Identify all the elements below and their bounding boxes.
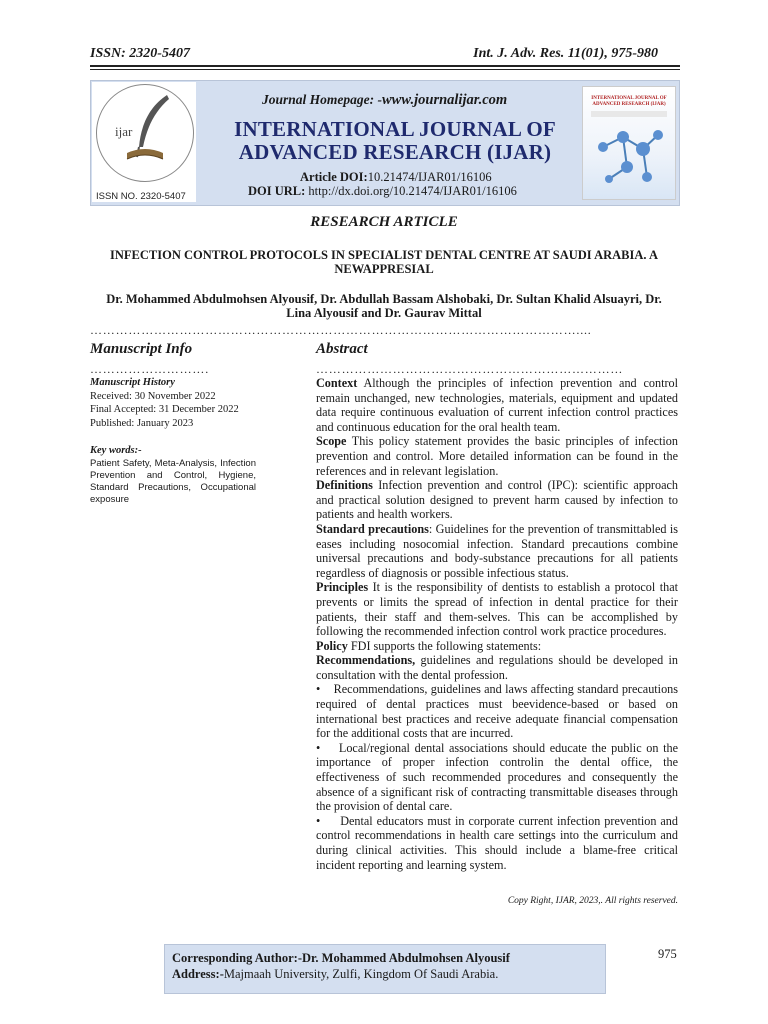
svg-text:INTERNATIONAL JOURNAL OF: INTERNATIONAL JOURNAL OF (591, 96, 667, 101)
homepage-link[interactable]: www.journalijar.com (382, 92, 508, 108)
journal-homepage (262, 92, 507, 109)
corresponding-name: Dr. Mohammed Abdulmohsen Alyousif (302, 951, 510, 965)
journal-logo-issn: ISSN NO. 2320-5407 (96, 191, 186, 202)
context-label: Context (316, 376, 358, 390)
abstract-policy (316, 639, 678, 654)
abstract-recommendations (316, 653, 678, 682)
article-doi (300, 170, 492, 185)
abstract-definitions (316, 478, 678, 522)
published-date: Published: January 2023 (90, 417, 194, 429)
manuscript-history-heading: Manuscript History (90, 377, 175, 388)
abstract-scope (316, 434, 678, 478)
doi-label: Article DOI: (300, 170, 368, 184)
context-text: Although the principles of infection prevention and control remain unchanged, new technologies, materials, equipment and updated data require continuous evaluation of current infection control practices and continuous education for the oral health team. (316, 376, 678, 434)
abstract-bullet-2: • Local/regional dental associations should educate the public on the importance of proper infection controlin the dental office, the effectiveness of such recommended procedures and consequently the absence of a significant risk of contracting transmittable diseases through the provision of dental care. (316, 740, 678, 814)
received-date: Received: 30 November 2022 (90, 390, 216, 402)
journal-title (210, 118, 580, 164)
doi-value: 10.21474/IJAR01/16106 (367, 170, 492, 184)
page-number: 975 (658, 947, 677, 961)
corresponding-label: Corresponding Author:- (172, 951, 302, 965)
definitions-label: Definitions (316, 478, 373, 493)
author-list: Dr. Mohammed Abdulmohsen Alyousif, Dr. Abdullah Bassam Alshobaki, Dr. Sultan Khalid Alsuayri, Dr. Lina Alyousif and Dr. Gaurav Mittal (106, 292, 662, 320)
corresponding-address (172, 967, 498, 982)
policy-label: Policy (316, 638, 348, 653)
abstract-principles (316, 580, 678, 638)
abstract-bullet-3: • Dental educators must in corporate current infection prevention and control recommendations in health care settings into the curriculum and during clinical activities. This should include a blame-free critical incident reporting and learning system. (316, 813, 678, 872)
journal-title-line2: ADVANCED RESEARCH (IJAR) (238, 140, 552, 164)
recommendations-label: Recommendations, (316, 653, 416, 668)
accepted-date: Final Accepted: 31 December 2022 (90, 404, 239, 415)
policy-text: FDI supports the following statements: (347, 638, 542, 653)
abstract-heading: Abstract (316, 341, 368, 357)
keywords-list: Patient Safety, Meta-Analysis, Infection Prevention and Control, Hygiene, Standard Precautions, Occupational exposure (90, 457, 256, 505)
address-value: Majmaah University, Zulfi, Kingdom Of Saudi Arabia. (223, 967, 499, 981)
abstract-standard-precautions (316, 522, 678, 580)
standard-label: Standard precautions (316, 521, 429, 536)
journal-cover-molecule-image (582, 86, 676, 200)
recommendations-text: guidelines and regulations should be developed in consultation with the dental profession. (316, 653, 678, 682)
abstract-bullet-1: • Recommendations, guidelines and laws affecting standard precautions required of dental practices must beevidence-based or based on international best practices and receive adequate financial compensation for the additional costs that are incurred. (316, 682, 678, 741)
principles-text: It is the responsibility of dentists to establish a protocol that prevents or limits the spread of infection in dental practice for their patients, their staff and them-selves. This can be accomplished by following the recommended infection control work practice procedures. (316, 580, 678, 639)
scope-text: This policy statement provides the basic principles of infection prevention and control. More detailed information can be found in the references and in relevant legislation. (316, 434, 678, 478)
address-label: Address:- (172, 967, 224, 981)
dotted-separator-left: ………………………. (90, 362, 209, 376)
keywords-heading: Key words:- (90, 445, 142, 456)
scope-label: Scope (316, 434, 347, 449)
homepage-label: Journal Homepage: - (262, 92, 382, 107)
running-header-citation: Int. J. Adv. Res. 11(01), 975-980 (473, 46, 658, 61)
header-rule (90, 65, 680, 67)
corresponding-author (172, 951, 510, 966)
doi-url-link[interactable]: http://dx.doi.org/10.21474/IJAR01/16106 (308, 184, 517, 198)
journal-logo-text: ijar (115, 124, 133, 139)
principles-label: Principles (316, 580, 369, 595)
dotted-separator-right: ……………………………………………………………… (316, 362, 624, 376)
paper-title: INFECTION CONTROL PROTOCOLS IN SPECIALIST DENTAL CENTRE AT SAUDI ARABIA. A NEWAPPRESIAL (110, 248, 658, 276)
abstract-body (316, 376, 678, 872)
manuscript-info-panel (90, 376, 256, 506)
journal-title-line1: INTERNATIONAL JOURNAL OF (234, 117, 556, 141)
doi-url-label: DOI URL: (248, 184, 306, 198)
journal-logo-quill-icon (96, 84, 194, 182)
doi-url (248, 184, 517, 199)
dotted-separator: …………………………………………………………………………………………………….... (90, 323, 592, 337)
definitions-text: Infection prevention and control (IPC): scientific approach and practical solution designed to prevent harm caused by infection to patients and health workers. (316, 478, 678, 522)
svg-text:ADVANCED RESEARCH (IJAR): ADVANCED RESEARCH (IJAR) (592, 102, 666, 107)
article-type: RESEARCH ARTICLE (310, 214, 458, 230)
manuscript-info-heading: Manuscript Info (90, 341, 193, 357)
running-header-issn: ISSN: 2320-5407 (90, 46, 190, 61)
copyright-notice: Copy Right, IJAR, 2023,. All rights reserved. (507, 896, 678, 906)
standard-text: : Guidelines for the prevention of transmittabled is eases including nosocomial infection. Standard precautions combine universal precautions and body-substance precautions for all patients regardless of diagnosis or possible infectious status. (316, 521, 678, 580)
abstract-context (316, 376, 678, 434)
header-rule-thin (90, 69, 680, 70)
